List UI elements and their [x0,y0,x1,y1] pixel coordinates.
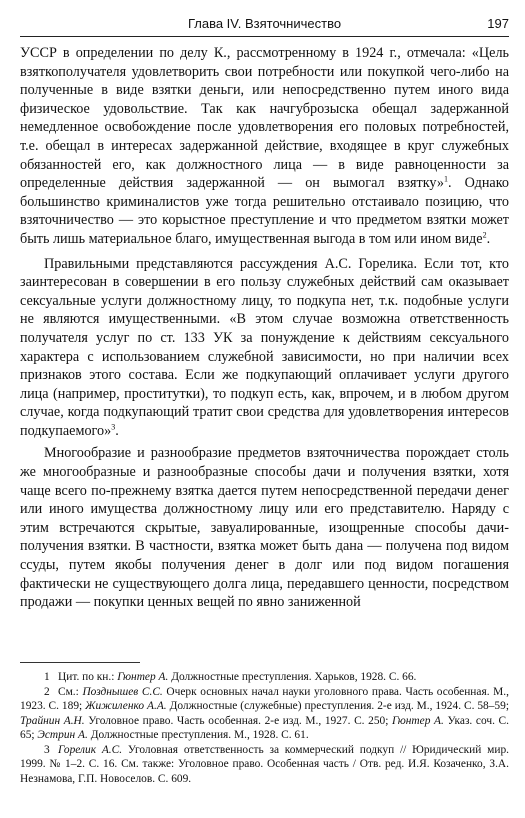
footnote-author: Эстрин А. [37,729,88,741]
footnote-author: Горелик А.С. [58,743,123,756]
paragraph-1-part-c: . [486,230,491,247]
paragraph-1-part-b: . Однако большинство криминалистов уже тогда решительно отстаивало позицию, что взяточничество — это корыстное преступление и что предметом взятки может быть лишь материальное благо, имущественная выгода в том или ином виде [20,175,509,247]
chapter-title: Глава IV. Взяточничество [187,15,342,31]
footnote-3 [20,743,509,787]
footnote-text: Должностные преступления. Харьков, 1928. С. 66. [168,671,417,683]
footnote-number: 2 [44,685,50,698]
paragraph-2 [20,255,509,441]
footnote-ref-2: 2 [482,230,487,240]
footnote-text: См.: [58,685,83,698]
footnote-ref-1: 1 [443,174,448,184]
footnote-text: Уголовная ответственность за коммерческий подкуп // Юридический мир. 1999. № 1–2. С. 16. См. также: Уголовное право. Особенная часть / Отв. ред. И.Я. Козаченко, З.А. Незнамова, Г.П. Новоселов. С. 609. [20,743,509,785]
main-text [20,44,509,612]
footnote-2 [20,685,509,743]
footnote-author: Жижиленко А.А. [85,700,167,712]
running-header [20,10,509,37]
footnote-author: Гюнтер А. [392,714,444,727]
footnote-ref-3: 3 [111,422,116,432]
footnotes [20,670,509,786]
footnote-text: Очерк основных начал науки уголовного права. Часть особенная. М., 1923. С. 189; [20,685,509,712]
footnote-author: Позднышев С.С. [82,685,163,698]
footnote-1 [20,670,509,685]
paragraph-1-part-a: УССР в определении по делу К., рассмотренному в 1924 г., отмечала: «Цель взяткополучателя удовлетворить свои потребности или покупкой чего-либо на полученные в виде взятки деньги, или непосредственно путем иного вида физическое удовольствие. Так как начгуброзыска обещал задержанной немедленное освобождение после удовлетворения его половых потребностей, т.е. обещал в интересах задержанной действие, входящее в круг служебных обязанностей его, как должностного лица — в виде равноценности за определенные действия задержанной — он вымогал взятку» [20,45,509,192]
footnote-text: Цит. по кн.: [58,671,118,683]
paragraph-3: Многообразие и разнообразие предметов взяточничества порождает столь же многообразные и разнообразные способы дачи и получения взятки, хотя чаще всего по-прежнему взятка дается путем непосредственной передачи денег или иного имущества должностному лицу или его представителю. Наряду с этим встречаются скрытые, завуалированные, изощренные способы дачи-получения взятки. В частности, взятка может быть дана — получена под видом ссуды, путем якобы получения денег в долг или под видом погашения фактически не существующего долга лица, передавшего ценности, посредством продажи — покупки ценных вещей по явно заниженной [20,445,509,611]
paragraph-2-part-a: Правильными представляются рассуждения А.С. Горелика. Если тот, кто заинтересован в совершении в его пользу служебных действий сам оказывает сексуальные услуги должностному лицу, то подкупа нет, т.к. подобные услуги не являются имущественными. «В этом случае возможна ответственность получателя услуг по ст. 133 УК за понуждение к действиям сексуального характера с использованием служебной зависимости, но при наличии всех признаков этого состава. Если же подкупающий оплачивает услуги другого лица (например, проститутки), то подкуп есть, как, впрочем, и в любом другом случае, когда подкупающий тратит свои средства для удовлетворения интересов подкупаемого» [20,255,509,439]
footnote-separator [20,662,140,663]
page-number: 197 [487,15,509,31]
footnote-text: Должностные (служебные) преступления. 2-е изд. М., 1924. С. 58–59; [166,700,509,712]
footnote-author: Гюнтер А. [117,671,169,683]
footnote-text: Уголовное право. Часть особенная. 2-е изд. М., 1927. С. 250; [84,714,393,727]
paragraph-1 [20,44,509,249]
footnote-text: Должностные преступления. М., 1928. С. 61. [87,729,309,741]
footnote-author: Трайнин А.Н. [20,714,85,727]
footnote-text: Указ. соч. С. 65; [20,714,509,741]
footnote-number: 1 [44,671,50,683]
paragraph-2-part-b: . [115,422,119,439]
footnote-number: 3 [44,743,50,756]
